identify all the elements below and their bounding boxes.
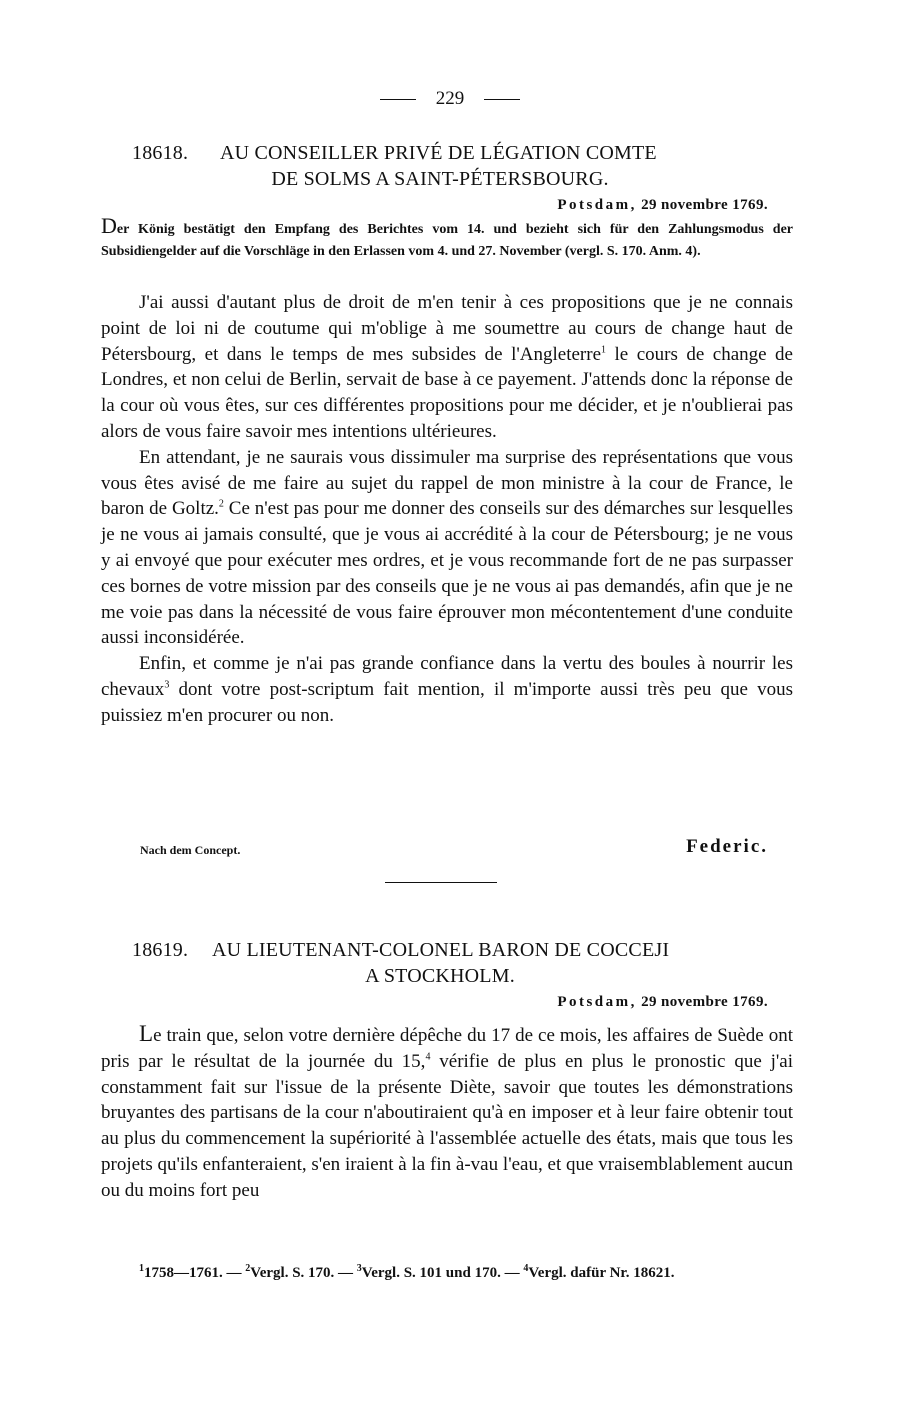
letter1-signature: Federic. <box>686 836 768 857</box>
footnote-ref-2: 2 <box>218 499 224 511</box>
letter1-date: 29 novembre 1769. <box>641 197 768 213</box>
letter1-summary-initial: D <box>101 213 117 238</box>
header-dash-left <box>380 99 416 100</box>
footnote-4-mark: 4 <box>523 1263 529 1274</box>
letter2-dateline <box>557 994 768 1011</box>
letter1-summary <box>101 215 793 263</box>
footnote-3 <box>357 1265 520 1281</box>
letter1-paragraph-1 <box>101 290 793 445</box>
letter1-number: 18618. <box>132 142 189 164</box>
letter2-paragraph-1 <box>101 1021 793 1204</box>
letter2-place: Potsdam, <box>557 994 637 1010</box>
footnote-ref-3: 3 <box>164 679 170 691</box>
footnote-1-text: 1758—1761. — <box>144 1265 242 1281</box>
footnote-2 <box>245 1265 353 1281</box>
letter1-summary-text: er König bestätigt den Empfang des Berichtes vom 14. und bezieht sich für den Zahlungsmodus der Subsidiengelder auf die Vorschläge in den Erlassen vom 4. und 27. November (vergl. S. 170. Anm. 4). <box>101 222 793 259</box>
footnote-3-mark: 3 <box>356 1263 362 1274</box>
letter1-body <box>101 290 793 729</box>
letter2-number: 18619. <box>132 939 189 961</box>
letter2-p1-text-a: e train que, selon votre dernière dépêche du 17 de ce mois, les affaires de Suède ont pris par le résultat de la journée du 15, <box>101 1025 793 1072</box>
letter2-date: 29 novembre 1769. <box>641 994 768 1010</box>
letter1-dateline <box>557 197 768 214</box>
letter1-p2-text-a: En attendant, je ne saurais vous dissimuler ma surprise des représentations que vous vous êtes avisé de me faire au sujet du rappel de mon ministre à la cour de France, le baron de Goltz. <box>101 446 793 520</box>
letter1-p1-text-b: le cours de change de Londres, et non celui de Berlin, servait de base à ce payement. J'attends donc la réponse de la cour où vous êtes, sur ces différentes propositions pour me décider, et je n'oublierai pas alors de vous faire savoir mes intentions ultérieures. <box>101 343 793 442</box>
letter1-p3-text-a: Enfin, et comme je n'ai pas grande confiance dans la vertu des boules à nourrir les chevaux <box>101 653 793 700</box>
letter2-body <box>101 1021 793 1204</box>
footnote-2-text: Vergl. S. 170. — <box>250 1265 354 1281</box>
letter1-title-line2: DE SOLMS A SAINT-PÉTERSBOURG. <box>271 168 609 190</box>
letter1-paragraph-3 <box>101 651 793 728</box>
footnote-4 <box>523 1265 674 1281</box>
letter1-p2-text-b: Ce n'est pas pour me donner des conseils sur des démarches sur lesquelles je ne vous ai jamais consulté, que je vous ai accrédité à la cour de Pétersbourg; je ne vous y ai envoyé que pour exécuter mes ordres, et je vous recommande fort de ne pas surpasser ces bornes de votre mission par des conseils que je ne vous ai pas demandés, afin que je ne me voie pas dans la nécessité de vous faire éprouver mon mécontentement d'une conduite aussi inconsidérée. <box>101 498 793 649</box>
letter1-p1-text-a: J'ai aussi d'autant plus de droit de m'en tenir à ces propositions que je ne connais point de loi ni de coutume qui m'oblige à me soumettre au cours de change haut de Pétersbourg, et dans le temps de mes subsides de l'Angleterre <box>101 292 793 365</box>
footnote-1 <box>101 1265 242 1281</box>
footnote-1-mark: 1 <box>139 1263 144 1274</box>
letter1-title-line1: AU CONSEILLER PRIVÉ DE LÉGATION COMTE <box>220 142 657 164</box>
letter2-p1-text-b: vérifie de plus en plus le pronostic que j'ai constamment fait sur l'issue de la présente Diète, savoir que toutes les démonstrations bruyantes des partisans de la cour n'aboutiraient qu'à en imposer et à leur faire obtenir tout au plus du commencement la supériorité à l'assemblée actuelle des états, mais que tous les projets qu'ils enfanteraient, s'en iraient à la fin à-vau l'eau, et que vraisemblablement aucun ou du moins fort peu <box>101 1050 794 1201</box>
header-dash-right <box>484 99 520 100</box>
letter2-initial: L <box>139 1021 154 1046</box>
letter1-source-note: Nach dem Concept. <box>140 843 241 857</box>
letter2-title-line1: AU LIEUTENANT-COLONEL BARON DE COCCEJI <box>212 939 670 961</box>
letter1-place: Potsdam, <box>557 197 637 213</box>
letter2-title-line2: A STOCKHOLM. <box>365 965 515 987</box>
footnote-3-text: Vergl. S. 101 und 170. — <box>361 1265 520 1281</box>
footnote-ref-4: 4 <box>425 1051 431 1063</box>
section-divider <box>385 882 497 883</box>
footnote-2-mark: 2 <box>245 1263 251 1274</box>
letter1-p3-text-b: dont votre post-scriptum fait mention, il m'importe aussi très peu que vous puissiez m'en procurer ou non. <box>101 678 793 726</box>
letter1-paragraph-2 <box>101 445 793 651</box>
page-header <box>0 88 900 110</box>
page-number: 229 <box>435 88 465 109</box>
footnote-4-text: Vergl. dafür Nr. 18621. <box>528 1265 675 1281</box>
footnotes <box>101 1262 793 1284</box>
footnote-ref-1: 1 <box>601 344 607 356</box>
